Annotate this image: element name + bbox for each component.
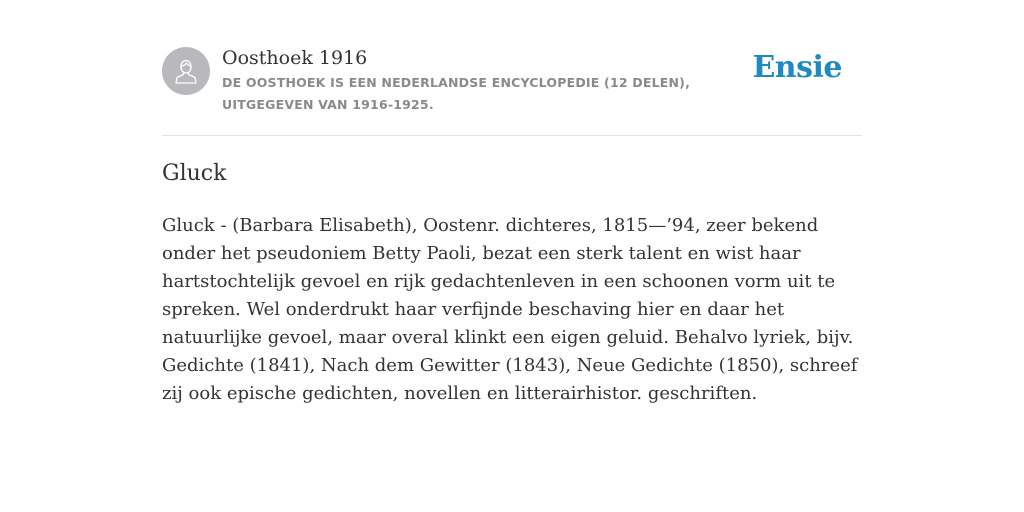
source-title[interactable]: Oosthoek 1916: [222, 47, 368, 69]
source-description: DE OOSTHOEK IS EEN NEDERLANDSE ENCYCLOPEDIE (12 DELEN), UITGEGEVEN VAN 1916-1925.: [222, 75, 691, 112]
entry-body: Gluck - (Barbara Elisabeth), Oostenr. dichteres, 1815—’94, zeer bekend onder het pseudoniem Betty Paoli, bezat een sterk talent en wist haar hartstochtelijk gevoel en rijk gedachtenleven in een schoonen vorm uit te spreken. Wel onderdrukt haar verfijnde beschaving hier en daar het natuurlijke gevoel, maar overal klinkt een eigen geluid. Behalvo lyriek, bijv. Gedichte (1841), Nach dem Gewitter (1843), Neue Gedichte (1850), schreef zij ook epische gedichten, novellen en litterairhistor. geschriften.: [162, 215, 858, 404]
source-info: [222, 45, 762, 116]
source-avatar[interactable]: [162, 47, 210, 95]
ensie-logo-link[interactable]: Ensie: [752, 50, 842, 85]
entry-title: Gluck: [162, 161, 227, 186]
entry-card: [162, 0, 862, 404]
user-icon: [171, 56, 201, 86]
source-header: [162, 0, 862, 136]
